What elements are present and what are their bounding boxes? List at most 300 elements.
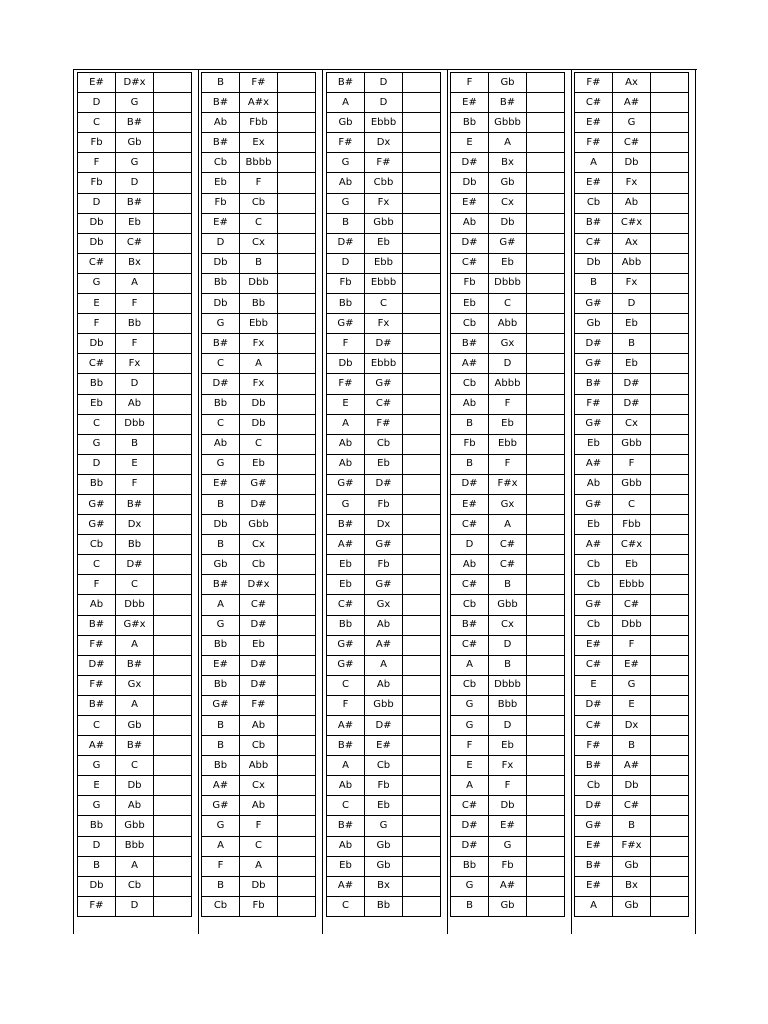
upper-note-cell: Fx	[116, 354, 154, 374]
answer-cell[interactable]	[154, 133, 192, 153]
answer-cell[interactable]	[403, 655, 441, 675]
answer-cell[interactable]	[651, 133, 689, 153]
answer-cell[interactable]	[527, 736, 565, 756]
answer-cell[interactable]	[403, 856, 441, 876]
answer-cell[interactable]	[278, 394, 316, 414]
answer-cell[interactable]	[403, 555, 441, 575]
table-row	[202, 414, 316, 434]
table-row	[202, 193, 316, 213]
answer-cell[interactable]	[403, 675, 441, 695]
answer-cell[interactable]	[278, 334, 316, 354]
lower-note-cell: B	[202, 736, 240, 756]
answer-cell[interactable]	[278, 896, 316, 916]
answer-cell[interactable]	[154, 213, 192, 233]
answer-cell[interactable]	[651, 796, 689, 816]
answer-cell[interactable]	[278, 414, 316, 434]
lower-note-cell: Ab	[202, 113, 240, 133]
table-row	[327, 253, 441, 273]
answer-cell[interactable]	[278, 113, 316, 133]
answer-cell[interactable]	[403, 354, 441, 374]
table-row	[78, 615, 192, 635]
answer-cell[interactable]	[278, 756, 316, 776]
answer-cell[interactable]	[154, 836, 192, 856]
answer-cell[interactable]	[278, 374, 316, 394]
lower-note-cell: Db	[78, 233, 116, 253]
answer-cell[interactable]	[403, 213, 441, 233]
answer-cell[interactable]	[651, 113, 689, 133]
answer-cell[interactable]	[527, 173, 565, 193]
upper-note-cell: A#	[489, 876, 527, 896]
answer-cell[interactable]	[403, 474, 441, 494]
answer-cell[interactable]	[278, 294, 316, 314]
answer-cell[interactable]	[278, 153, 316, 173]
lower-note-cell: Fb	[78, 133, 116, 153]
answer-cell[interactable]	[651, 173, 689, 193]
answer-cell[interactable]	[403, 253, 441, 273]
answer-cell[interactable]	[651, 394, 689, 414]
upper-note-cell: C	[240, 836, 278, 856]
answer-cell[interactable]	[527, 716, 565, 736]
lower-note-cell: G#	[327, 655, 365, 675]
table-row	[451, 153, 565, 173]
answer-cell[interactable]	[278, 354, 316, 374]
answer-cell[interactable]	[154, 856, 192, 876]
table-row	[575, 374, 689, 394]
answer-cell[interactable]	[403, 896, 441, 916]
answer-cell[interactable]	[403, 233, 441, 253]
answer-cell[interactable]	[651, 716, 689, 736]
answer-cell[interactable]	[527, 695, 565, 715]
table-row	[451, 635, 565, 655]
answer-cell[interactable]	[651, 193, 689, 213]
answer-cell[interactable]	[278, 253, 316, 273]
answer-cell[interactable]	[278, 575, 316, 595]
answer-cell[interactable]	[651, 454, 689, 474]
table-row	[327, 93, 441, 113]
lower-note-cell: B#	[202, 133, 240, 153]
answer-cell[interactable]	[651, 856, 689, 876]
answer-cell[interactable]	[403, 575, 441, 595]
answer-cell[interactable]	[403, 535, 441, 555]
table-row	[575, 515, 689, 535]
answer-cell[interactable]	[154, 73, 192, 93]
answer-cell[interactable]	[651, 474, 689, 494]
answer-cell[interactable]	[278, 133, 316, 153]
answer-cell[interactable]	[403, 133, 441, 153]
table-row	[451, 494, 565, 514]
answer-cell[interactable]	[403, 816, 441, 836]
answer-cell[interactable]	[651, 876, 689, 896]
lower-note-cell: C#	[575, 93, 613, 113]
answer-cell[interactable]	[527, 394, 565, 414]
answer-cell[interactable]	[403, 776, 441, 796]
upper-note-cell: Gbb	[116, 816, 154, 836]
answer-cell[interactable]	[403, 736, 441, 756]
table-row	[202, 374, 316, 394]
answer-cell[interactable]	[403, 73, 441, 93]
answer-cell[interactable]	[278, 675, 316, 695]
answer-cell[interactable]	[403, 374, 441, 394]
answer-cell[interactable]	[651, 776, 689, 796]
answer-cell[interactable]	[403, 414, 441, 434]
answer-cell[interactable]	[154, 93, 192, 113]
answer-cell[interactable]	[651, 736, 689, 756]
answer-cell[interactable]	[403, 515, 441, 535]
answer-cell[interactable]	[527, 816, 565, 836]
answer-cell[interactable]	[651, 836, 689, 856]
answer-cell[interactable]	[154, 113, 192, 133]
answer-cell[interactable]	[651, 575, 689, 595]
answer-cell[interactable]	[403, 796, 441, 816]
lower-note-cell: Ab	[78, 595, 116, 615]
answer-cell[interactable]	[651, 374, 689, 394]
answer-cell[interactable]	[527, 153, 565, 173]
upper-note-cell: Fx	[365, 314, 403, 334]
answer-cell[interactable]	[403, 434, 441, 454]
answer-cell[interactable]	[154, 635, 192, 655]
upper-note-cell: Bbb	[116, 836, 154, 856]
table-row	[202, 474, 316, 494]
table-row	[78, 173, 192, 193]
answer-cell[interactable]	[154, 294, 192, 314]
upper-note-cell: Bbb	[489, 695, 527, 715]
answer-cell[interactable]	[154, 394, 192, 414]
lower-note-cell: Cb	[451, 595, 489, 615]
upper-note-cell: A	[116, 635, 154, 655]
answer-cell[interactable]	[278, 655, 316, 675]
answer-cell[interactable]	[278, 314, 316, 334]
answer-cell[interactable]	[154, 515, 192, 535]
table-row	[78, 273, 192, 293]
answer-cell[interactable]	[403, 273, 441, 293]
answer-cell[interactable]	[651, 555, 689, 575]
upper-note-cell: Ab	[116, 796, 154, 816]
answer-cell[interactable]	[154, 555, 192, 575]
answer-cell[interactable]	[278, 635, 316, 655]
answer-cell[interactable]	[651, 515, 689, 535]
table-row	[327, 133, 441, 153]
answer-cell[interactable]	[527, 494, 565, 514]
answer-cell[interactable]	[403, 173, 441, 193]
answer-cell[interactable]	[651, 695, 689, 715]
table-row	[202, 695, 316, 715]
answer-cell[interactable]	[527, 515, 565, 535]
answer-cell[interactable]	[154, 273, 192, 293]
answer-cell[interactable]	[527, 414, 565, 434]
answer-cell[interactable]	[278, 856, 316, 876]
answer-cell[interactable]	[154, 776, 192, 796]
answer-cell[interactable]	[154, 595, 192, 615]
upper-note-cell: C#x	[613, 535, 651, 555]
answer-cell[interactable]	[403, 193, 441, 213]
answer-cell[interactable]	[527, 133, 565, 153]
answer-cell[interactable]	[651, 213, 689, 233]
lower-note-cell: B#	[575, 213, 613, 233]
lower-note-cell: E	[78, 294, 116, 314]
answer-cell[interactable]	[651, 816, 689, 836]
answer-cell[interactable]	[154, 454, 192, 474]
answer-cell[interactable]	[278, 73, 316, 93]
lower-note-cell: Bb	[202, 635, 240, 655]
answer-cell[interactable]	[527, 273, 565, 293]
answer-cell[interactable]	[278, 796, 316, 816]
table-row	[202, 133, 316, 153]
answer-cell[interactable]	[651, 615, 689, 635]
answer-cell[interactable]	[403, 93, 441, 113]
answer-cell[interactable]	[651, 93, 689, 113]
upper-note-cell: F#x	[489, 474, 527, 494]
answer-cell[interactable]	[527, 434, 565, 454]
answer-cell[interactable]	[527, 233, 565, 253]
lower-note-cell: D#	[575, 334, 613, 354]
answer-cell[interactable]	[527, 454, 565, 474]
answer-cell[interactable]	[278, 273, 316, 293]
upper-note-cell: Gx	[365, 595, 403, 615]
answer-cell[interactable]	[651, 294, 689, 314]
answer-cell[interactable]	[278, 816, 316, 836]
answer-cell[interactable]	[527, 474, 565, 494]
upper-note-cell: C	[240, 213, 278, 233]
answer-cell[interactable]	[527, 253, 565, 273]
answer-cell[interactable]	[527, 796, 565, 816]
answer-cell[interactable]	[154, 756, 192, 776]
answer-cell[interactable]	[651, 756, 689, 776]
answer-cell[interactable]	[651, 635, 689, 655]
lower-note-cell: G	[327, 494, 365, 514]
answer-cell[interactable]	[651, 595, 689, 615]
answer-cell[interactable]	[154, 474, 192, 494]
answer-cell[interactable]	[527, 93, 565, 113]
table-row	[78, 294, 192, 314]
table-row	[575, 314, 689, 334]
upper-note-cell: C	[613, 494, 651, 514]
table-row	[451, 213, 565, 233]
upper-note-cell: A#x	[240, 93, 278, 113]
answer-cell[interactable]	[154, 233, 192, 253]
answer-cell[interactable]	[278, 494, 316, 514]
answer-cell[interactable]	[154, 253, 192, 273]
answer-cell[interactable]	[278, 173, 316, 193]
table-row	[575, 736, 689, 756]
lower-note-cell: Bb	[202, 756, 240, 776]
answer-cell[interactable]	[527, 896, 565, 916]
answer-cell[interactable]	[278, 555, 316, 575]
answer-cell[interactable]	[403, 756, 441, 776]
answer-cell[interactable]	[651, 73, 689, 93]
answer-cell[interactable]	[527, 756, 565, 776]
upper-note-cell: Gbb	[613, 474, 651, 494]
answer-cell[interactable]	[527, 615, 565, 635]
answer-cell[interactable]	[527, 575, 565, 595]
answer-cell[interactable]	[278, 515, 316, 535]
answer-cell[interactable]	[403, 716, 441, 736]
answer-cell[interactable]	[278, 595, 316, 615]
answer-cell[interactable]	[527, 213, 565, 233]
answer-cell[interactable]	[403, 334, 441, 354]
answer-cell[interactable]	[278, 736, 316, 756]
answer-cell[interactable]	[651, 434, 689, 454]
answer-cell[interactable]	[651, 233, 689, 253]
answer-cell[interactable]	[403, 113, 441, 133]
lower-note-cell: Eb	[327, 856, 365, 876]
answer-cell[interactable]	[154, 675, 192, 695]
answer-cell[interactable]	[154, 876, 192, 896]
answer-cell[interactable]	[527, 776, 565, 796]
answer-cell[interactable]	[403, 153, 441, 173]
answer-cell[interactable]	[403, 615, 441, 635]
upper-note-cell: Eb	[240, 635, 278, 655]
table-row	[575, 113, 689, 133]
answer-cell[interactable]	[651, 153, 689, 173]
table-row	[327, 314, 441, 334]
answer-cell[interactable]	[278, 93, 316, 113]
lower-note-cell: A#	[327, 716, 365, 736]
table-row	[327, 816, 441, 836]
answer-cell[interactable]	[278, 474, 316, 494]
answer-cell[interactable]	[403, 454, 441, 474]
answer-cell[interactable]	[154, 896, 192, 916]
answer-cell[interactable]	[278, 836, 316, 856]
answer-cell[interactable]	[278, 454, 316, 474]
answer-cell[interactable]	[154, 314, 192, 334]
upper-note-cell: D	[489, 635, 527, 655]
answer-cell[interactable]	[403, 695, 441, 715]
answer-cell[interactable]	[154, 575, 192, 595]
answer-cell[interactable]	[278, 716, 316, 736]
answer-cell[interactable]	[651, 896, 689, 916]
answer-cell[interactable]	[651, 334, 689, 354]
lower-note-cell: D#	[575, 695, 613, 715]
lower-note-cell: E#	[451, 93, 489, 113]
answer-cell[interactable]	[527, 314, 565, 334]
answer-cell[interactable]	[403, 876, 441, 896]
answer-cell[interactable]	[403, 394, 441, 414]
upper-note-cell: C#	[240, 595, 278, 615]
answer-cell[interactable]	[403, 836, 441, 856]
answer-cell[interactable]	[278, 615, 316, 635]
answer-cell[interactable]	[403, 294, 441, 314]
answer-cell[interactable]	[403, 314, 441, 334]
table-row	[202, 675, 316, 695]
answer-cell[interactable]	[527, 294, 565, 314]
answer-cell[interactable]	[278, 434, 316, 454]
lower-note-cell: G	[327, 153, 365, 173]
answer-cell[interactable]	[278, 695, 316, 715]
table-row	[327, 294, 441, 314]
upper-note-cell: Fb	[489, 856, 527, 876]
upper-note-cell: Eb	[489, 253, 527, 273]
answer-cell[interactable]	[651, 354, 689, 374]
answer-cell[interactable]	[154, 434, 192, 454]
answer-cell[interactable]	[527, 535, 565, 555]
answer-cell[interactable]	[527, 374, 565, 394]
answer-cell[interactable]	[154, 716, 192, 736]
table-row	[575, 796, 689, 816]
answer-cell[interactable]	[527, 595, 565, 615]
lower-note-cell: F#	[327, 133, 365, 153]
answer-cell[interactable]	[651, 253, 689, 273]
answer-cell[interactable]	[154, 414, 192, 434]
answer-cell[interactable]	[527, 354, 565, 374]
answer-cell[interactable]	[527, 334, 565, 354]
answer-cell[interactable]	[527, 555, 565, 575]
answer-cell[interactable]	[154, 736, 192, 756]
answer-cell[interactable]	[651, 675, 689, 695]
answer-cell[interactable]	[154, 816, 192, 836]
lower-note-cell: D#	[451, 474, 489, 494]
table-row	[575, 193, 689, 213]
answer-cell[interactable]	[154, 535, 192, 555]
answer-cell[interactable]	[154, 374, 192, 394]
answer-cell[interactable]	[278, 213, 316, 233]
lower-note-cell: Ab	[451, 394, 489, 414]
answer-cell[interactable]	[651, 494, 689, 514]
answer-cell[interactable]	[651, 273, 689, 293]
answer-cell[interactable]	[154, 615, 192, 635]
table-row	[327, 776, 441, 796]
answer-cell[interactable]	[403, 635, 441, 655]
upper-note-cell: Ebb	[240, 314, 278, 334]
upper-note-cell: Cx	[240, 776, 278, 796]
answer-cell[interactable]	[527, 635, 565, 655]
answer-cell[interactable]	[154, 796, 192, 816]
answer-cell[interactable]	[278, 535, 316, 555]
answer-cell[interactable]	[403, 595, 441, 615]
answer-cell[interactable]	[651, 314, 689, 334]
upper-note-cell: Gbb	[489, 595, 527, 615]
answer-cell[interactable]	[527, 675, 565, 695]
table-row	[327, 655, 441, 675]
answer-cell[interactable]	[527, 836, 565, 856]
answer-cell[interactable]	[527, 876, 565, 896]
answer-cell[interactable]	[651, 535, 689, 555]
answer-cell[interactable]	[527, 655, 565, 675]
upper-note-cell: A	[365, 655, 403, 675]
answer-cell[interactable]	[403, 494, 441, 514]
answer-cell[interactable]	[527, 193, 565, 213]
answer-cell[interactable]	[154, 655, 192, 675]
answer-cell[interactable]	[527, 113, 565, 133]
answer-cell[interactable]	[154, 695, 192, 715]
answer-cell[interactable]	[278, 776, 316, 796]
answer-cell[interactable]	[154, 173, 192, 193]
answer-cell[interactable]	[278, 193, 316, 213]
answer-cell[interactable]	[278, 233, 316, 253]
table-row	[78, 434, 192, 454]
answer-cell[interactable]	[154, 193, 192, 213]
answer-cell[interactable]	[154, 494, 192, 514]
answer-cell[interactable]	[651, 655, 689, 675]
table-row	[78, 394, 192, 414]
answer-cell[interactable]	[527, 856, 565, 876]
answer-cell[interactable]	[527, 73, 565, 93]
lower-note-cell: E#	[575, 876, 613, 896]
answer-cell[interactable]	[278, 876, 316, 896]
answer-cell[interactable]	[154, 334, 192, 354]
lower-note-cell: Ab	[451, 555, 489, 575]
table-row	[78, 555, 192, 575]
lower-note-cell: G	[327, 193, 365, 213]
upper-note-cell: Eb	[365, 454, 403, 474]
answer-cell[interactable]	[154, 354, 192, 374]
table-row	[78, 354, 192, 374]
lower-note-cell: E	[78, 776, 116, 796]
answer-cell[interactable]	[154, 153, 192, 173]
upper-note-cell: Db	[489, 213, 527, 233]
right-border	[695, 69, 696, 934]
upper-note-cell: D#	[240, 675, 278, 695]
answer-cell[interactable]	[651, 414, 689, 434]
